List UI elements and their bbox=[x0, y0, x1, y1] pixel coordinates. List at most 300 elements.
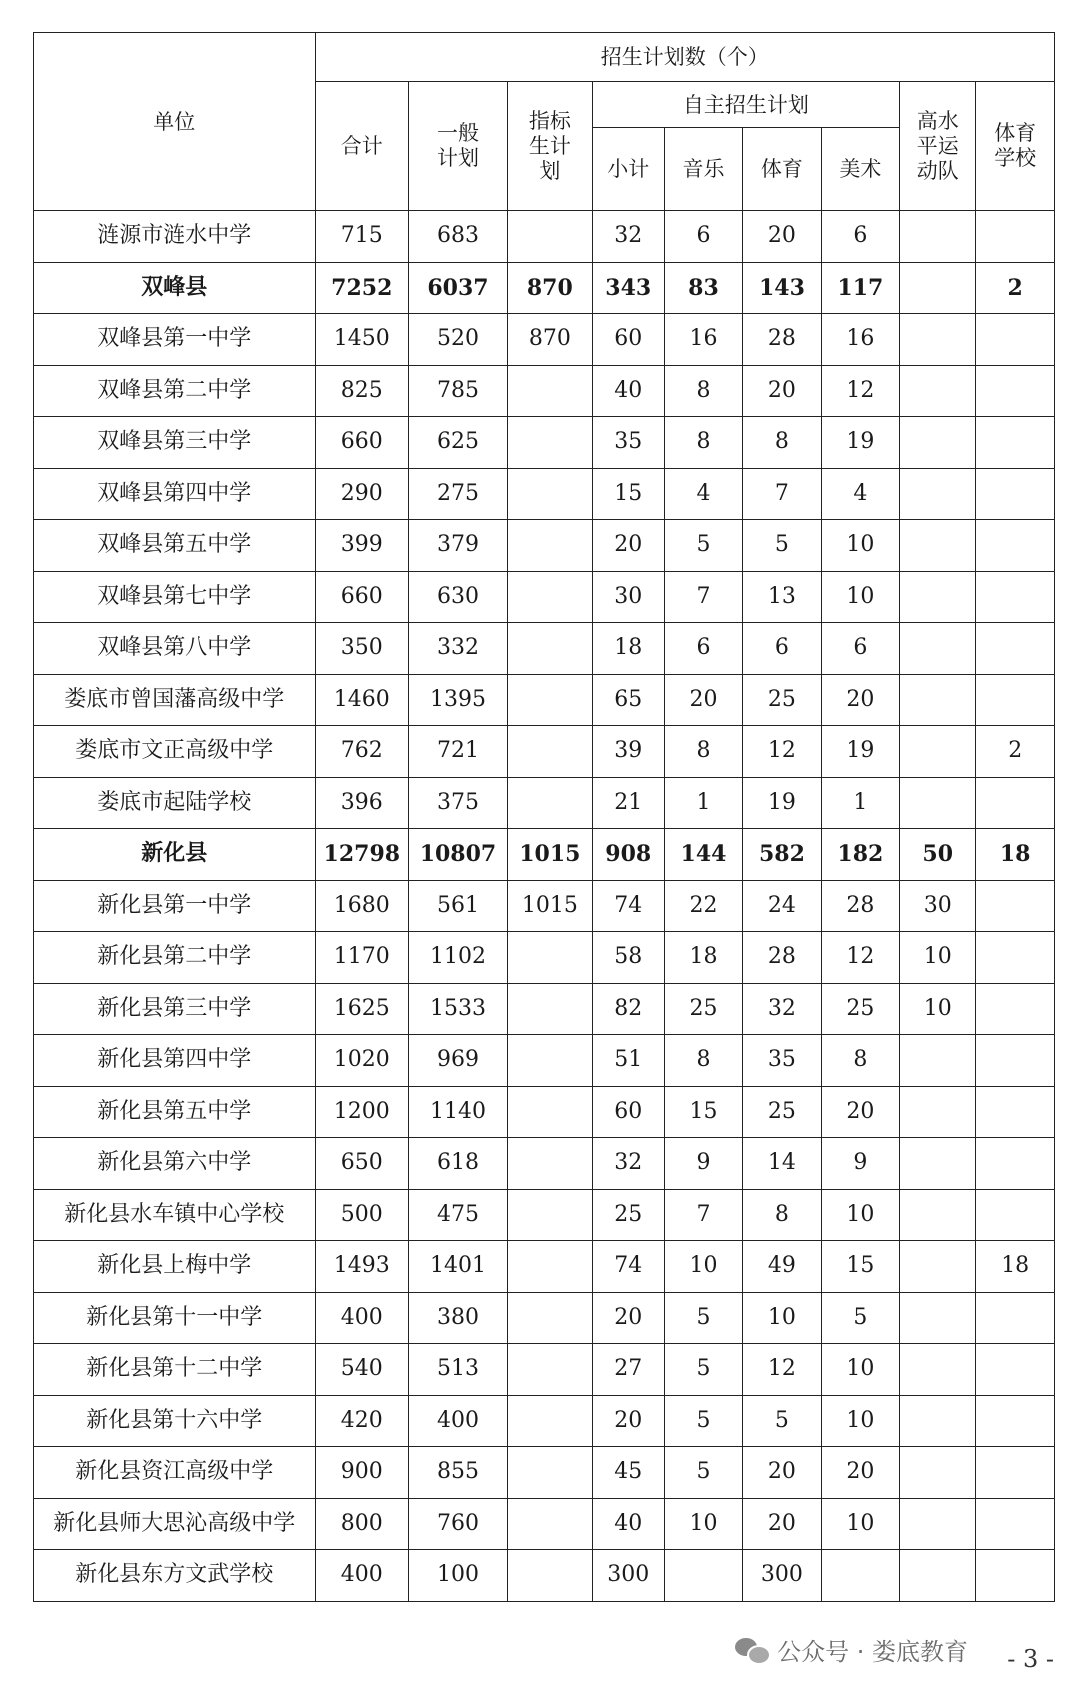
cell-elite-team bbox=[900, 1035, 976, 1087]
cell-elite-team: 10 bbox=[900, 932, 976, 984]
cell-music: 25 bbox=[664, 983, 742, 1035]
cell-unit: 娄底市曾国藩高级中学 bbox=[34, 674, 316, 726]
cell-music: 6 bbox=[664, 211, 742, 263]
cell-elite-team bbox=[900, 1550, 976, 1602]
cell-total: 12798 bbox=[315, 829, 408, 881]
table-row bbox=[34, 1292, 1055, 1344]
cell-quota bbox=[507, 520, 592, 572]
cell-music: 1 bbox=[664, 777, 742, 829]
header-line: 动队 bbox=[916, 158, 959, 183]
cell-sports-school bbox=[976, 1498, 1055, 1550]
cell-sports: 24 bbox=[743, 880, 821, 932]
cell-art bbox=[821, 1550, 899, 1602]
cell-sports-school bbox=[976, 1189, 1055, 1241]
cell-subtotal: 82 bbox=[592, 983, 664, 1035]
table-row bbox=[34, 314, 1055, 366]
cell-sports: 28 bbox=[743, 932, 821, 984]
cell-unit: 新化县第十一中学 bbox=[34, 1292, 316, 1344]
cell-sports-school bbox=[976, 1138, 1055, 1190]
table-row bbox=[34, 674, 1055, 726]
watermark bbox=[735, 1632, 968, 1667]
table-row bbox=[34, 468, 1055, 520]
cell-unit: 双峰县第三中学 bbox=[34, 417, 316, 469]
cell-total: 1680 bbox=[315, 880, 408, 932]
cell-total: 650 bbox=[315, 1138, 408, 1190]
cell-total: 1170 bbox=[315, 932, 408, 984]
cell-sports: 6 bbox=[743, 623, 821, 675]
cell-quota bbox=[507, 674, 592, 726]
cell-subtotal: 32 bbox=[592, 1138, 664, 1190]
cell-general: 275 bbox=[409, 468, 508, 520]
cell-general: 969 bbox=[409, 1035, 508, 1087]
cell-general: 10807 bbox=[409, 829, 508, 881]
cell-total: 1450 bbox=[315, 314, 408, 366]
cell-art: 5 bbox=[821, 1292, 899, 1344]
cell-general: 1401 bbox=[409, 1241, 508, 1293]
cell-art: 15 bbox=[821, 1241, 899, 1293]
cell-sports: 14 bbox=[743, 1138, 821, 1190]
cell-general: 721 bbox=[409, 726, 508, 778]
cell-art: 25 bbox=[821, 983, 899, 1035]
cell-subtotal: 25 bbox=[592, 1189, 664, 1241]
cell-music: 4 bbox=[664, 468, 742, 520]
cell-sports: 20 bbox=[743, 211, 821, 263]
cell-sports-school bbox=[976, 1447, 1055, 1499]
cell-art: 10 bbox=[821, 1344, 899, 1396]
header-independent: 自主招生计划 bbox=[592, 82, 899, 128]
cell-elite-team bbox=[900, 262, 976, 314]
cell-music: 9 bbox=[664, 1138, 742, 1190]
table-row bbox=[34, 211, 1055, 263]
cell-general: 520 bbox=[409, 314, 508, 366]
cell-unit: 新化县第一中学 bbox=[34, 880, 316, 932]
cell-sports-school bbox=[976, 674, 1055, 726]
cell-quota bbox=[507, 1189, 592, 1241]
cell-subtotal: 35 bbox=[592, 417, 664, 469]
cell-art: 6 bbox=[821, 623, 899, 675]
cell-elite-team bbox=[900, 1498, 976, 1550]
table-header bbox=[34, 33, 1055, 211]
cell-quota: 1015 bbox=[507, 880, 592, 932]
cell-subtotal: 300 bbox=[592, 1550, 664, 1602]
cell-sports: 12 bbox=[743, 1344, 821, 1396]
cell-total: 762 bbox=[315, 726, 408, 778]
cell-unit: 娄底市起陆学校 bbox=[34, 777, 316, 829]
cell-subtotal: 40 bbox=[592, 1498, 664, 1550]
cell-general: 513 bbox=[409, 1344, 508, 1396]
cell-elite-team: 30 bbox=[900, 880, 976, 932]
cell-music: 5 bbox=[664, 1447, 742, 1499]
cell-music: 5 bbox=[664, 1292, 742, 1344]
header-line: 一般 bbox=[436, 121, 479, 145]
cell-subtotal: 74 bbox=[592, 1241, 664, 1293]
cell-unit: 双峰县第八中学 bbox=[34, 623, 316, 675]
cell-music: 7 bbox=[664, 1189, 742, 1241]
cell-art: 16 bbox=[821, 314, 899, 366]
cell-quota bbox=[507, 1292, 592, 1344]
cell-sports-school bbox=[976, 777, 1055, 829]
cell-sports-school bbox=[976, 983, 1055, 1035]
cell-quota: 870 bbox=[507, 262, 592, 314]
cell-quota bbox=[507, 1550, 592, 1602]
cell-music: 6 bbox=[664, 623, 742, 675]
header-elite-team bbox=[900, 82, 976, 211]
cell-elite-team bbox=[900, 1292, 976, 1344]
cell-art: 10 bbox=[821, 520, 899, 572]
cell-elite-team: 50 bbox=[900, 829, 976, 881]
cell-general: 760 bbox=[409, 1498, 508, 1550]
header-sports-school-text bbox=[994, 121, 1036, 171]
cell-art: 10 bbox=[821, 571, 899, 623]
cell-elite-team bbox=[900, 1344, 976, 1396]
table-row bbox=[34, 880, 1055, 932]
cell-sports: 10 bbox=[743, 1292, 821, 1344]
cell-sports: 49 bbox=[743, 1241, 821, 1293]
header-line: 体育 bbox=[994, 121, 1037, 145]
cell-general: 380 bbox=[409, 1292, 508, 1344]
table-row bbox=[34, 623, 1055, 675]
cell-sports-school bbox=[976, 211, 1055, 263]
cell-unit: 双峰县第一中学 bbox=[34, 314, 316, 366]
cell-quota bbox=[507, 1498, 592, 1550]
cell-sports-school: 18 bbox=[976, 1241, 1055, 1293]
cell-sports: 8 bbox=[743, 1189, 821, 1241]
table-row bbox=[34, 777, 1055, 829]
cell-sports-school bbox=[976, 468, 1055, 520]
table-row bbox=[34, 1086, 1055, 1138]
table-row bbox=[34, 1447, 1055, 1499]
cell-subtotal: 74 bbox=[592, 880, 664, 932]
cell-total: 660 bbox=[315, 417, 408, 469]
header-line: 高水 bbox=[916, 108, 959, 133]
cell-total: 1200 bbox=[315, 1086, 408, 1138]
table-row bbox=[34, 1550, 1055, 1602]
cell-unit: 新化县上梅中学 bbox=[34, 1241, 316, 1293]
cell-quota bbox=[507, 211, 592, 263]
cell-sports-school bbox=[976, 932, 1055, 984]
cell-music: 10 bbox=[664, 1241, 742, 1293]
table-row bbox=[34, 1344, 1055, 1396]
cell-sports-school: 2 bbox=[976, 262, 1055, 314]
cell-unit: 新化县第十六中学 bbox=[34, 1395, 316, 1447]
cell-unit: 新化县第十二中学 bbox=[34, 1344, 316, 1396]
cell-art: 10 bbox=[821, 1498, 899, 1550]
cell-subtotal: 908 bbox=[592, 829, 664, 881]
cell-quota bbox=[507, 1138, 592, 1190]
cell-unit: 娄底市文正高级中学 bbox=[34, 726, 316, 778]
table-row bbox=[34, 1241, 1055, 1293]
cell-unit: 新化县第三中学 bbox=[34, 983, 316, 1035]
cell-art: 12 bbox=[821, 365, 899, 417]
cell-elite-team: 10 bbox=[900, 983, 976, 1035]
cell-total: 7252 bbox=[315, 262, 408, 314]
table-row bbox=[34, 726, 1055, 778]
header-sports-school bbox=[976, 82, 1055, 211]
cell-total: 900 bbox=[315, 1447, 408, 1499]
cell-sports-school bbox=[976, 1550, 1055, 1602]
cell-subtotal: 20 bbox=[592, 520, 664, 572]
cell-elite-team bbox=[900, 1241, 976, 1293]
header-general bbox=[409, 82, 508, 211]
cell-art: 19 bbox=[821, 417, 899, 469]
header-quota-text bbox=[529, 109, 571, 184]
cell-elite-team bbox=[900, 1086, 976, 1138]
table-row bbox=[34, 520, 1055, 572]
cell-quota bbox=[507, 623, 592, 675]
header-line: 合计 bbox=[340, 134, 383, 158]
cell-total: 660 bbox=[315, 571, 408, 623]
cell-general: 630 bbox=[409, 571, 508, 623]
cell-subtotal: 40 bbox=[592, 365, 664, 417]
cell-unit: 新化县资江高级中学 bbox=[34, 1447, 316, 1499]
cell-elite-team bbox=[900, 1447, 976, 1499]
cell-elite-team bbox=[900, 726, 976, 778]
cell-sports: 20 bbox=[743, 365, 821, 417]
cell-sports-school bbox=[976, 365, 1055, 417]
header-plan-count: 招生计划数（个） bbox=[315, 33, 1054, 82]
cell-quota bbox=[507, 571, 592, 623]
header-elite-team-text bbox=[917, 109, 959, 184]
cell-unit: 新化县水车镇中心学校 bbox=[34, 1189, 316, 1241]
cell-subtotal: 20 bbox=[592, 1395, 664, 1447]
cell-sports: 35 bbox=[743, 1035, 821, 1087]
cell-subtotal: 60 bbox=[592, 1086, 664, 1138]
cell-elite-team bbox=[900, 777, 976, 829]
header-general-text bbox=[437, 121, 479, 171]
header-total-text bbox=[341, 134, 383, 159]
cell-music: 5 bbox=[664, 520, 742, 572]
cell-art: 20 bbox=[821, 1086, 899, 1138]
cell-art: 6 bbox=[821, 211, 899, 263]
cell-subtotal: 39 bbox=[592, 726, 664, 778]
enrollment-plan-table bbox=[33, 32, 1055, 1602]
cell-sports: 8 bbox=[743, 417, 821, 469]
cell-subtotal: 65 bbox=[592, 674, 664, 726]
cell-subtotal: 58 bbox=[592, 932, 664, 984]
cell-music: 15 bbox=[664, 1086, 742, 1138]
cell-subtotal: 18 bbox=[592, 623, 664, 675]
cell-total: 396 bbox=[315, 777, 408, 829]
wechat-icon bbox=[735, 1636, 769, 1664]
cell-quota bbox=[507, 932, 592, 984]
cell-subtotal: 343 bbox=[592, 262, 664, 314]
cell-art: 12 bbox=[821, 932, 899, 984]
cell-sports: 300 bbox=[743, 1550, 821, 1602]
cell-general: 100 bbox=[409, 1550, 508, 1602]
cell-art: 20 bbox=[821, 674, 899, 726]
cell-elite-team bbox=[900, 314, 976, 366]
cell-unit: 新化县第五中学 bbox=[34, 1086, 316, 1138]
cell-music: 18 bbox=[664, 932, 742, 984]
cell-subtotal: 60 bbox=[592, 314, 664, 366]
cell-sports-school bbox=[976, 880, 1055, 932]
cell-sports-school bbox=[976, 1395, 1055, 1447]
cell-sports: 20 bbox=[743, 1447, 821, 1499]
cell-quota bbox=[507, 777, 592, 829]
cell-elite-team bbox=[900, 211, 976, 263]
cell-sports-school bbox=[976, 417, 1055, 469]
cell-general: 625 bbox=[409, 417, 508, 469]
cell-sports: 19 bbox=[743, 777, 821, 829]
cell-sports: 13 bbox=[743, 571, 821, 623]
cell-quota bbox=[507, 1395, 592, 1447]
cell-general: 379 bbox=[409, 520, 508, 572]
cell-total: 800 bbox=[315, 1498, 408, 1550]
cell-quota bbox=[507, 1344, 592, 1396]
cell-sports: 7 bbox=[743, 468, 821, 520]
cell-music: 8 bbox=[664, 1035, 742, 1087]
cell-music: 8 bbox=[664, 726, 742, 778]
table-row bbox=[34, 1189, 1055, 1241]
table-row bbox=[34, 1395, 1055, 1447]
cell-subtotal: 30 bbox=[592, 571, 664, 623]
header-line: 指标 bbox=[528, 108, 571, 133]
cell-general: 375 bbox=[409, 777, 508, 829]
cell-unit: 双峰县 bbox=[34, 262, 316, 314]
cell-quota bbox=[507, 983, 592, 1035]
cell-sports-school bbox=[976, 314, 1055, 366]
cell-art: 9 bbox=[821, 1138, 899, 1190]
cell-quota: 1015 bbox=[507, 829, 592, 881]
cell-music: 16 bbox=[664, 314, 742, 366]
cell-music: 22 bbox=[664, 880, 742, 932]
cell-elite-team bbox=[900, 468, 976, 520]
cell-unit: 双峰县第四中学 bbox=[34, 468, 316, 520]
header-line: 学校 bbox=[994, 146, 1037, 170]
cell-general: 683 bbox=[409, 211, 508, 263]
cell-music: 83 bbox=[664, 262, 742, 314]
cell-sports-school bbox=[976, 623, 1055, 675]
cell-total: 420 bbox=[315, 1395, 408, 1447]
cell-total: 1493 bbox=[315, 1241, 408, 1293]
watermark-text: 公众号 · 娄底教育 bbox=[777, 1638, 968, 1666]
cell-elite-team bbox=[900, 520, 976, 572]
cell-total: 400 bbox=[315, 1292, 408, 1344]
cell-sports: 12 bbox=[743, 726, 821, 778]
cell-quota bbox=[507, 726, 592, 778]
cell-sports: 582 bbox=[743, 829, 821, 881]
cell-quota bbox=[507, 1035, 592, 1087]
cell-elite-team bbox=[900, 1395, 976, 1447]
cell-unit: 双峰县第五中学 bbox=[34, 520, 316, 572]
cell-music: 5 bbox=[664, 1344, 742, 1396]
cell-general: 475 bbox=[409, 1189, 508, 1241]
cell-elite-team bbox=[900, 674, 976, 726]
cell-general: 6037 bbox=[409, 262, 508, 314]
cell-art: 20 bbox=[821, 1447, 899, 1499]
cell-subtotal: 21 bbox=[592, 777, 664, 829]
cell-music: 5 bbox=[664, 1395, 742, 1447]
cell-quota bbox=[507, 1241, 592, 1293]
cell-sports: 28 bbox=[743, 314, 821, 366]
header-sports: 体育 bbox=[743, 128, 821, 211]
table-row bbox=[34, 932, 1055, 984]
cell-music: 10 bbox=[664, 1498, 742, 1550]
cell-art: 28 bbox=[821, 880, 899, 932]
cell-unit: 新化县东方文武学校 bbox=[34, 1550, 316, 1602]
cell-music bbox=[664, 1550, 742, 1602]
cell-art: 1 bbox=[821, 777, 899, 829]
cell-unit: 双峰县第二中学 bbox=[34, 365, 316, 417]
cell-unit: 新化县第六中学 bbox=[34, 1138, 316, 1190]
cell-total: 1020 bbox=[315, 1035, 408, 1087]
cell-art: 8 bbox=[821, 1035, 899, 1087]
cell-music: 144 bbox=[664, 829, 742, 881]
cell-unit: 双峰县第七中学 bbox=[34, 571, 316, 623]
header-unit: 单位 bbox=[34, 33, 316, 211]
cell-subtotal: 15 bbox=[592, 468, 664, 520]
cell-elite-team bbox=[900, 417, 976, 469]
cell-sports-school bbox=[976, 520, 1055, 572]
cell-subtotal: 27 bbox=[592, 1344, 664, 1396]
table-row bbox=[34, 983, 1055, 1035]
cell-sports: 20 bbox=[743, 1498, 821, 1550]
cell-sports-school bbox=[976, 571, 1055, 623]
cell-total: 715 bbox=[315, 211, 408, 263]
cell-unit: 新化县师大思沁高级中学 bbox=[34, 1498, 316, 1550]
cell-unit: 新化县第二中学 bbox=[34, 932, 316, 984]
cell-elite-team bbox=[900, 623, 976, 675]
cell-sports: 5 bbox=[743, 520, 821, 572]
cell-art: 10 bbox=[821, 1395, 899, 1447]
cell-total: 825 bbox=[315, 365, 408, 417]
cell-quota: 870 bbox=[507, 314, 592, 366]
header-subtotal: 小计 bbox=[592, 128, 664, 211]
cell-quota bbox=[507, 468, 592, 520]
header-music: 音乐 bbox=[664, 128, 742, 211]
cell-music: 7 bbox=[664, 571, 742, 623]
cell-subtotal: 45 bbox=[592, 1447, 664, 1499]
cell-elite-team bbox=[900, 365, 976, 417]
table-row bbox=[34, 1498, 1055, 1550]
table-row bbox=[34, 571, 1055, 623]
header-line: 平运 bbox=[916, 133, 959, 158]
cell-total: 350 bbox=[315, 623, 408, 675]
cell-music: 20 bbox=[664, 674, 742, 726]
cell-general: 1533 bbox=[409, 983, 508, 1035]
cell-sports-school: 2 bbox=[976, 726, 1055, 778]
cell-subtotal: 20 bbox=[592, 1292, 664, 1344]
cell-general: 1140 bbox=[409, 1086, 508, 1138]
cell-subtotal: 32 bbox=[592, 211, 664, 263]
cell-sports: 143 bbox=[743, 262, 821, 314]
cell-total: 540 bbox=[315, 1344, 408, 1396]
cell-total: 1460 bbox=[315, 674, 408, 726]
cell-general: 1395 bbox=[409, 674, 508, 726]
table-row bbox=[34, 365, 1055, 417]
table-row bbox=[34, 417, 1055, 469]
cell-unit: 新化县第四中学 bbox=[34, 1035, 316, 1087]
cell-elite-team bbox=[900, 1138, 976, 1190]
cell-art: 10 bbox=[821, 1189, 899, 1241]
cell-quota bbox=[507, 365, 592, 417]
cell-sports: 32 bbox=[743, 983, 821, 1035]
cell-subtotal: 51 bbox=[592, 1035, 664, 1087]
cell-art: 117 bbox=[821, 262, 899, 314]
cell-art: 182 bbox=[821, 829, 899, 881]
cell-unit: 新化县 bbox=[34, 829, 316, 881]
cell-sports-school bbox=[976, 1344, 1055, 1396]
cell-music: 8 bbox=[664, 365, 742, 417]
cell-general: 1102 bbox=[409, 932, 508, 984]
cell-quota bbox=[507, 1086, 592, 1138]
cell-sports-school bbox=[976, 1292, 1055, 1344]
cell-general: 400 bbox=[409, 1395, 508, 1447]
cell-sports: 25 bbox=[743, 674, 821, 726]
cell-general: 332 bbox=[409, 623, 508, 675]
cell-sports: 25 bbox=[743, 1086, 821, 1138]
cell-unit: 涟源市涟水中学 bbox=[34, 211, 316, 263]
